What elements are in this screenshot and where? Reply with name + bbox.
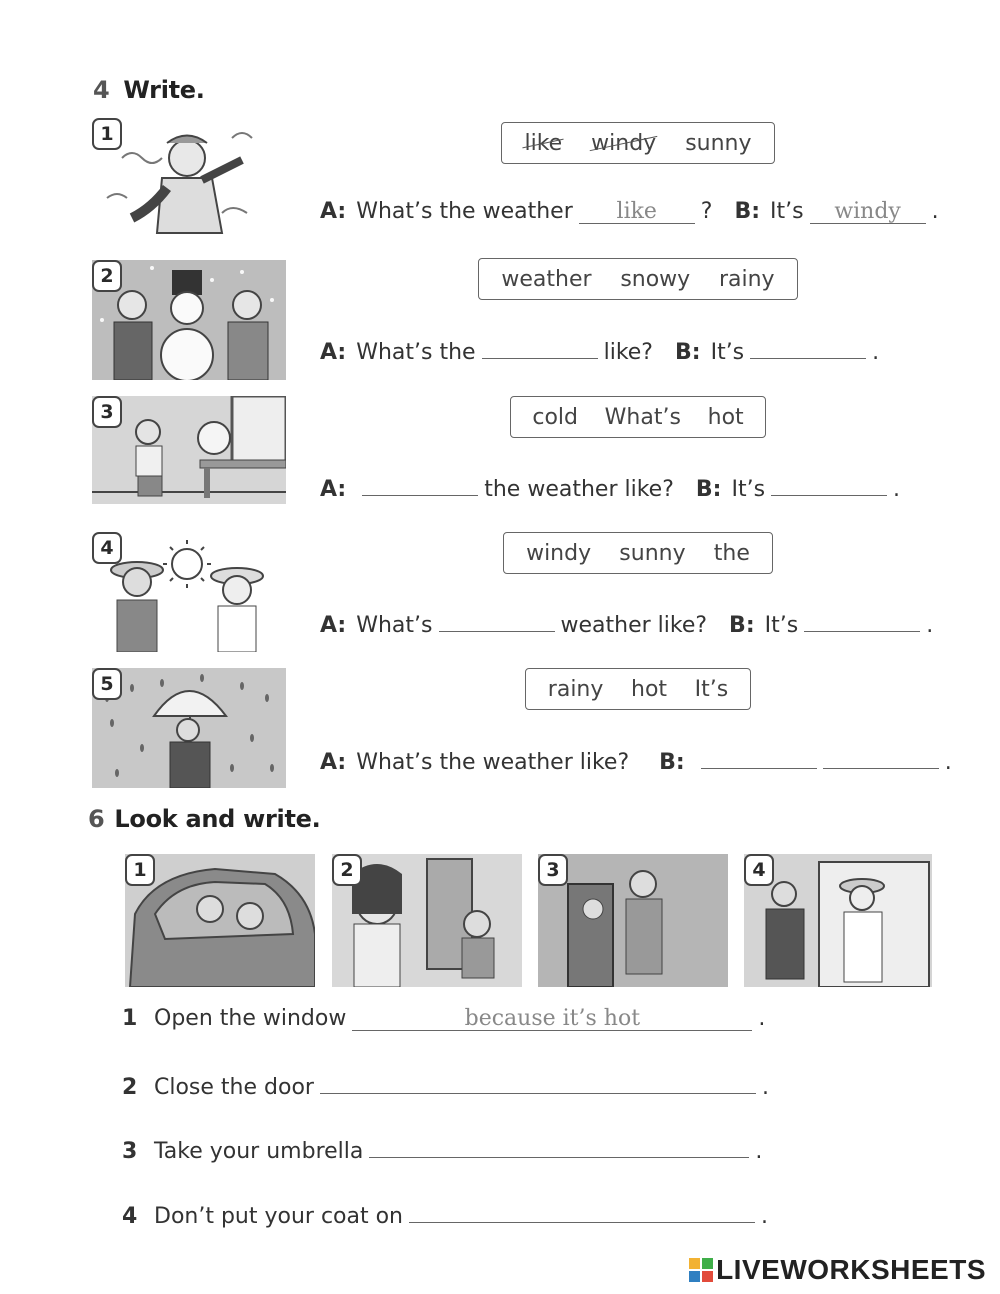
section-title-text: Write. — [123, 76, 205, 104]
sentence-answer-blank[interactable] — [369, 1135, 749, 1158]
word-option: like — [514, 131, 572, 156]
word-box-3 — [510, 396, 766, 438]
dialogue-line-1 — [320, 199, 939, 224]
question-part: What’s — [356, 613, 433, 638]
word-option: windy — [581, 131, 666, 156]
answer-part: . — [893, 477, 901, 502]
speaker-a-label: A: — [320, 750, 347, 775]
hot-picture — [92, 396, 286, 504]
dialogue-line-4 — [320, 609, 933, 638]
section-number: 6 — [88, 805, 105, 833]
section-6-title — [88, 805, 320, 833]
word-box-4 — [503, 532, 773, 574]
snowy-picture — [92, 260, 286, 380]
liveworksheets-logo — [689, 1254, 986, 1286]
item-number-badge: 2 — [92, 260, 122, 292]
word-option: windy — [526, 540, 592, 566]
question-part: What’s the weather — [356, 199, 573, 224]
sentence-text: Take your umbrella — [154, 1139, 364, 1164]
look-picture-3 — [538, 854, 728, 987]
picture-number-badge: 3 — [538, 854, 568, 886]
answer-part: It’s — [764, 613, 799, 638]
word-box-1 — [501, 122, 775, 164]
word-option: What’s — [604, 404, 681, 430]
sentence-1 — [122, 1006, 765, 1031]
answer-blank[interactable] — [750, 336, 866, 359]
sentence-number: 4 — [122, 1204, 138, 1229]
sentence-3 — [122, 1135, 762, 1164]
section-title-text: Look and write. — [114, 805, 321, 833]
rainy-picture — [92, 668, 286, 788]
section-number: 4 — [93, 76, 110, 104]
answer-part: . — [872, 340, 880, 365]
look-picture-4 — [744, 854, 932, 987]
word-box-2 — [478, 258, 798, 300]
answer-blank[interactable]: windy — [810, 201, 926, 224]
word-option: hot — [707, 404, 744, 430]
sentence-answer-blank[interactable] — [320, 1071, 756, 1094]
answer-part: . — [926, 613, 934, 638]
speaker-b-label: B: — [734, 199, 761, 224]
speaker-a-label: A: — [320, 199, 347, 224]
word-box-5 — [525, 668, 751, 710]
answer-blank[interactable] — [482, 336, 598, 359]
item-number-badge: 1 — [92, 118, 122, 150]
logo-square — [702, 1258, 713, 1269]
question-part: ? — [700, 199, 713, 224]
speaker-b-label: B: — [659, 750, 685, 775]
item-number-badge: 3 — [92, 396, 122, 428]
answer-blank[interactable] — [439, 609, 555, 632]
logo-square — [689, 1271, 700, 1282]
question-part: weather like? — [560, 613, 708, 638]
speaker-a-label: A: — [320, 477, 347, 502]
answer-part: . — [944, 750, 952, 775]
sentence-number: 1 — [122, 1006, 138, 1031]
question-part: the weather like? — [484, 477, 674, 502]
answer-blank[interactable]: like — [579, 201, 695, 224]
speaker-a-label: A: — [320, 613, 347, 638]
sentence-2 — [122, 1071, 769, 1100]
question-part: What’s the weather like? — [356, 750, 630, 775]
sentence-number: 3 — [122, 1139, 138, 1164]
dialogue-line-2 — [320, 336, 879, 365]
dialogue-line-5 — [320, 746, 952, 775]
word-option: weather — [501, 266, 592, 292]
answer-part: It’s — [731, 477, 766, 502]
word-option: cold — [532, 404, 578, 430]
question-part: What’s the — [356, 340, 476, 365]
answer-part: . — [931, 199, 939, 224]
look-picture-1 — [125, 854, 315, 987]
sentence-answer-blank[interactable] — [409, 1200, 755, 1223]
word-option: It’s — [694, 676, 729, 702]
section-4-title — [93, 76, 205, 104]
sentence-4 — [122, 1200, 768, 1229]
answer-blank[interactable] — [701, 746, 817, 769]
word-option: hot — [631, 676, 668, 702]
sentence-end: . — [761, 1075, 769, 1100]
word-option: rainy — [718, 266, 775, 292]
sentence-number: 2 — [122, 1075, 138, 1100]
picture-number-badge: 2 — [332, 854, 362, 886]
answer-part: It’s — [710, 340, 745, 365]
answer-blank[interactable] — [804, 609, 920, 632]
sentence-end: . — [761, 1204, 769, 1229]
sentence-text: Don’t put your coat on — [154, 1204, 404, 1229]
picture-number-badge: 1 — [125, 854, 155, 886]
word-option: snowy — [620, 266, 691, 292]
word-option: the — [713, 540, 750, 566]
speaker-b-label: B: — [675, 340, 701, 365]
sentence-text: Open the window — [154, 1006, 347, 1031]
word-option: rainy — [547, 676, 604, 702]
sentence-end: . — [758, 1006, 766, 1031]
answer-blank[interactable] — [823, 746, 939, 769]
answer-blank[interactable] — [771, 473, 887, 496]
sentence-answer-blank[interactable]: because it’s hot — [352, 1008, 752, 1031]
answer-blank[interactable] — [362, 473, 478, 496]
word-option: sunny — [685, 130, 752, 156]
logo-text: LIVEWORKSHEETS — [716, 1254, 986, 1285]
windy-picture — [92, 118, 282, 242]
speaker-a-label: A: — [320, 340, 347, 365]
question-part: like? — [603, 340, 653, 365]
speaker-b-label: B: — [695, 477, 722, 502]
answer-part: It’s — [770, 199, 804, 224]
dialogue-line-3 — [320, 473, 900, 502]
logo-square — [702, 1271, 713, 1282]
speaker-b-label: B: — [729, 613, 755, 638]
logo-square — [689, 1258, 700, 1269]
sentence-text: Close the door — [154, 1075, 314, 1100]
picture-number-badge: 4 — [744, 854, 774, 886]
sentence-end: . — [755, 1139, 763, 1164]
word-option: sunny — [619, 540, 686, 566]
look-picture-2 — [332, 854, 522, 987]
logo-icon — [689, 1258, 713, 1282]
item-number-badge: 5 — [92, 668, 122, 700]
item-number-badge: 4 — [92, 532, 122, 564]
sunny-picture — [92, 532, 282, 652]
